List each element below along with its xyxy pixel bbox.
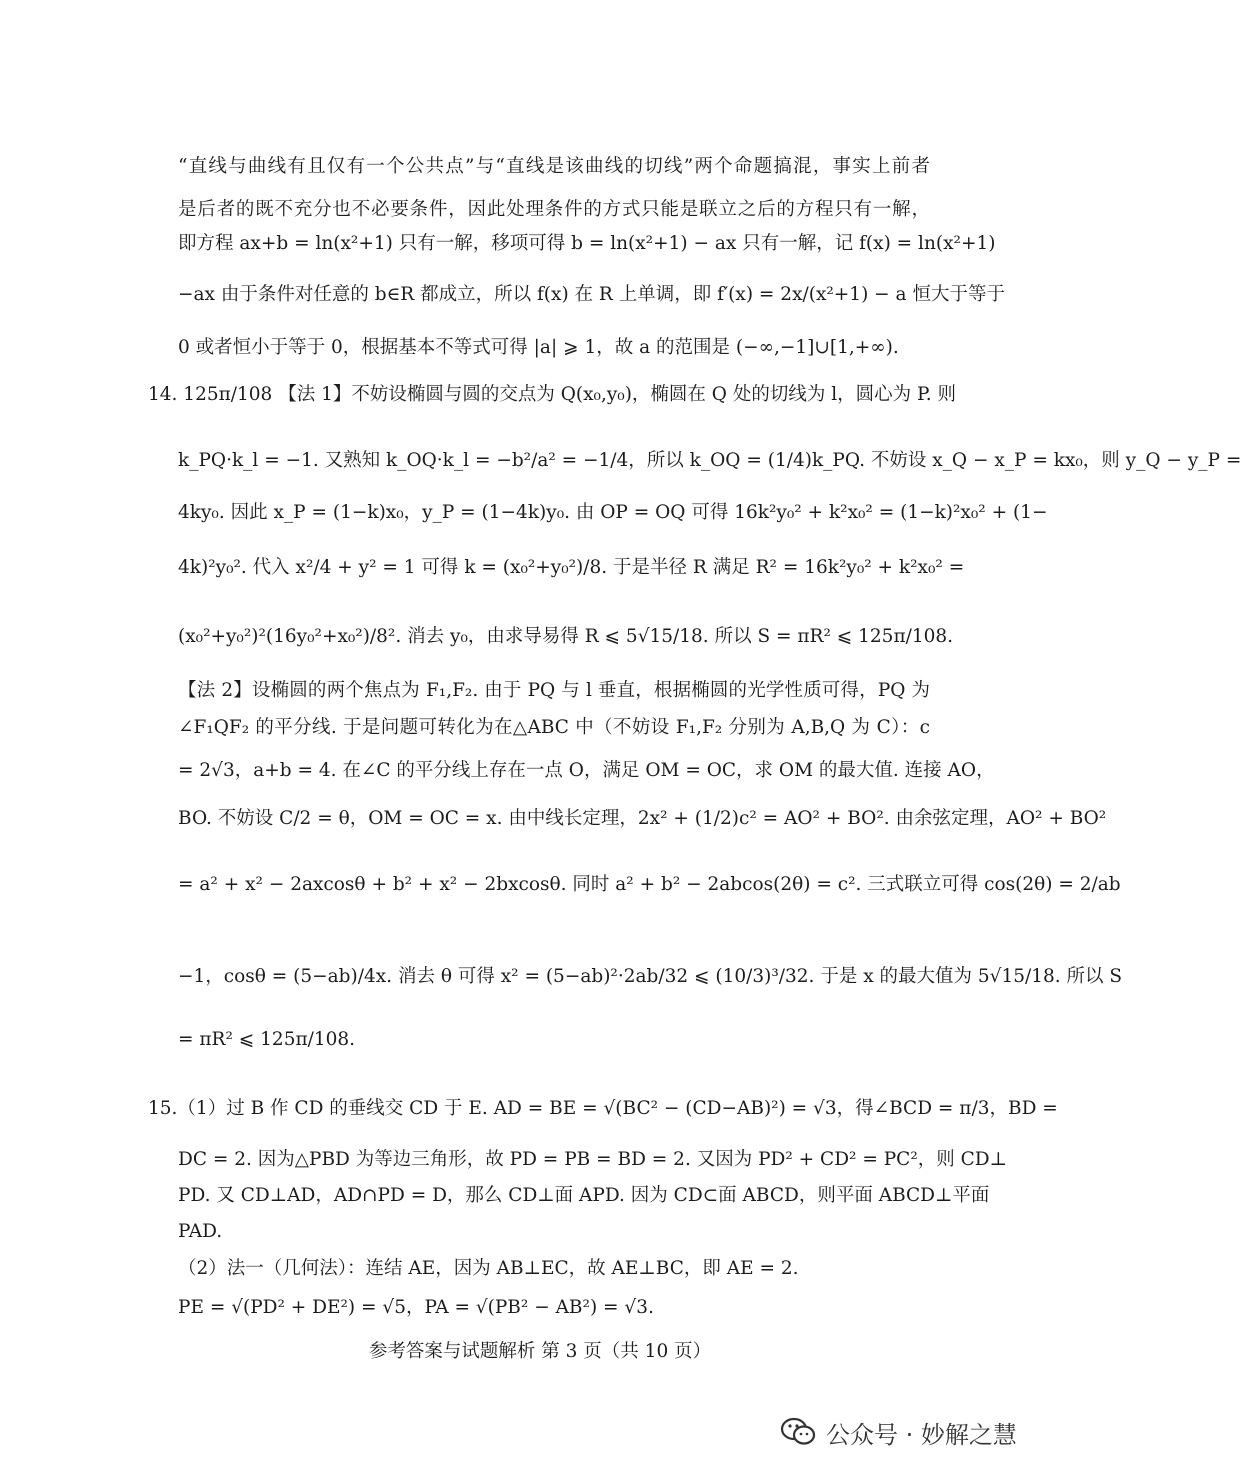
text-line: PAD.	[178, 1221, 223, 1242]
watermark	[780, 1412, 1060, 1452]
text-line: 4k)²y₀². 代入 x²/4 + y² = 1 可得 k = (x₀²+y₀²)/8. 于是半径 R 满足 R² = 16k²y₀² + k²x₀² =	[178, 557, 965, 578]
text-line: PE = √(PD² + DE²) = √5，PA = √(PB² − AB²) = √3.	[178, 1297, 654, 1318]
text-line: 0 或者恒小于等于 0，根据基本不等式可得 |a| ⩾ 1，故 a 的范围是 (−∞,−1]∪[1,+∞).	[178, 337, 899, 358]
text-line: = a² + x² − 2axcosθ + b² + x² − 2bxcosθ. 同时 a² + b² − 2abcos(2θ) = c². 三式联立可得 cos(2θ) = 2/ab	[178, 874, 1121, 895]
text-line: = πR² ⩽ 125π/108.	[178, 1029, 356, 1050]
text-line: DC = 2. 因为△PBD 为等边三角形，故 PD = PB = BD = 2. 又因为 PD² + CD² = PC²，则 CD⊥	[178, 1149, 1008, 1170]
text-line: PD. 又 CD⊥AD，AD∩PD = D，那么 CD⊥面 APD. 因为 CD⊂面 ABCD，则平面 ABCD⊥平面	[178, 1185, 990, 1206]
text-line: 【法 2】设椭圆的两个焦点为 F₁,F₂. 由于 PQ 与 l 垂直，根据椭圆的光学性质可得，PQ 为	[178, 680, 930, 701]
watermark-text: 公众号 · 妙解之慧	[826, 1420, 1017, 1449]
text-line: −1，cosθ = (5−ab)/4x. 消去 θ 可得 x² = (5−ab)²·2ab/32 ⩽ (10/3)³/32. 于是 x 的最大值为 5√15/18. 所以 S	[178, 966, 1123, 987]
page-footer: 参考答案与试题解析 第 3 页（共 10 页）	[368, 1341, 712, 1362]
text-line: 是后者的既不充分也不必要条件，因此处理条件的方式只能是联立之后的方程只有一解，	[178, 199, 930, 220]
text-line: (x₀²+y₀²)²(16y₀²+x₀²)/8². 消去 y₀，由求导易得 R ⩽ 5√15/18. 所以 S = πR² ⩽ 125π/108.	[178, 626, 954, 647]
text-line: k_PQ·k_l = −1. 又熟知 k_OQ·k_l = −b²/a² = −1/4，所以 k_OQ = (1/4)k_PQ. 不妨设 x_Q − x_P = kx₀，则 y_Q − y_P =	[178, 450, 1241, 471]
text-line: = 2√3，a+b = 4. 在∠C 的平分线上存在一点 O，满足 OM = OC，求 OM 的最大值. 连接 AO，	[178, 760, 995, 781]
text-line: 即方程 ax+b = ln(x²+1) 只有一解，移项可得 b = ln(x²+1) − ax 只有一解，记 f(x) = ln(x²+1)	[178, 233, 996, 254]
text-line: 14. 125π/108 【法 1】不妨设椭圆与圆的交点为 Q(x₀,y₀)，椭圆在 Q 处的切线为 l，圆心为 P. 则	[148, 384, 956, 405]
text-line: 15.（1）过 B 作 CD 的垂线交 CD 于 E. AD = BE = √(BC² − (CD−AB)²) = √3，得∠BCD = π/3，BD =	[148, 1098, 1058, 1119]
text-line: “直线与曲线有且仅有一个公共点”与“直线是该曲线的切线”两个命题搞混，事实上前者	[178, 156, 930, 177]
text-line: ∠F₁QF₂ 的平分线. 于是问题可转化为在△ABC 中（不妨设 F₁,F₂ 分别为 A,B,Q 为 C）：c	[178, 717, 930, 738]
text-line: （2）法一（几何法）：连结 AE，因为 AB⊥EC，故 AE⊥BC，即 AE = 2.	[178, 1258, 799, 1279]
text-line: −ax 由于条件对任意的 b∈R 都成立，所以 f(x) 在 R 上单调，即 f′(x) = 2x/(x²+1) − a 恒大于等于	[178, 284, 1005, 305]
text-line: 4ky₀. 因此 x_P = (1−k)x₀，y_P = (1−4k)y₀. 由 OP = OQ 可得 16k²y₀² + k²x₀² = (1−k)²x₀² + (1−	[178, 502, 1048, 523]
text-line: BO. 不妨设 C/2 = θ，OM = OC = x. 由中线长定理，2x² + (1/2)c² = AO² + BO². 由余弦定理，AO² + BO²	[178, 808, 1107, 829]
wechat-icon	[780, 1417, 816, 1447]
